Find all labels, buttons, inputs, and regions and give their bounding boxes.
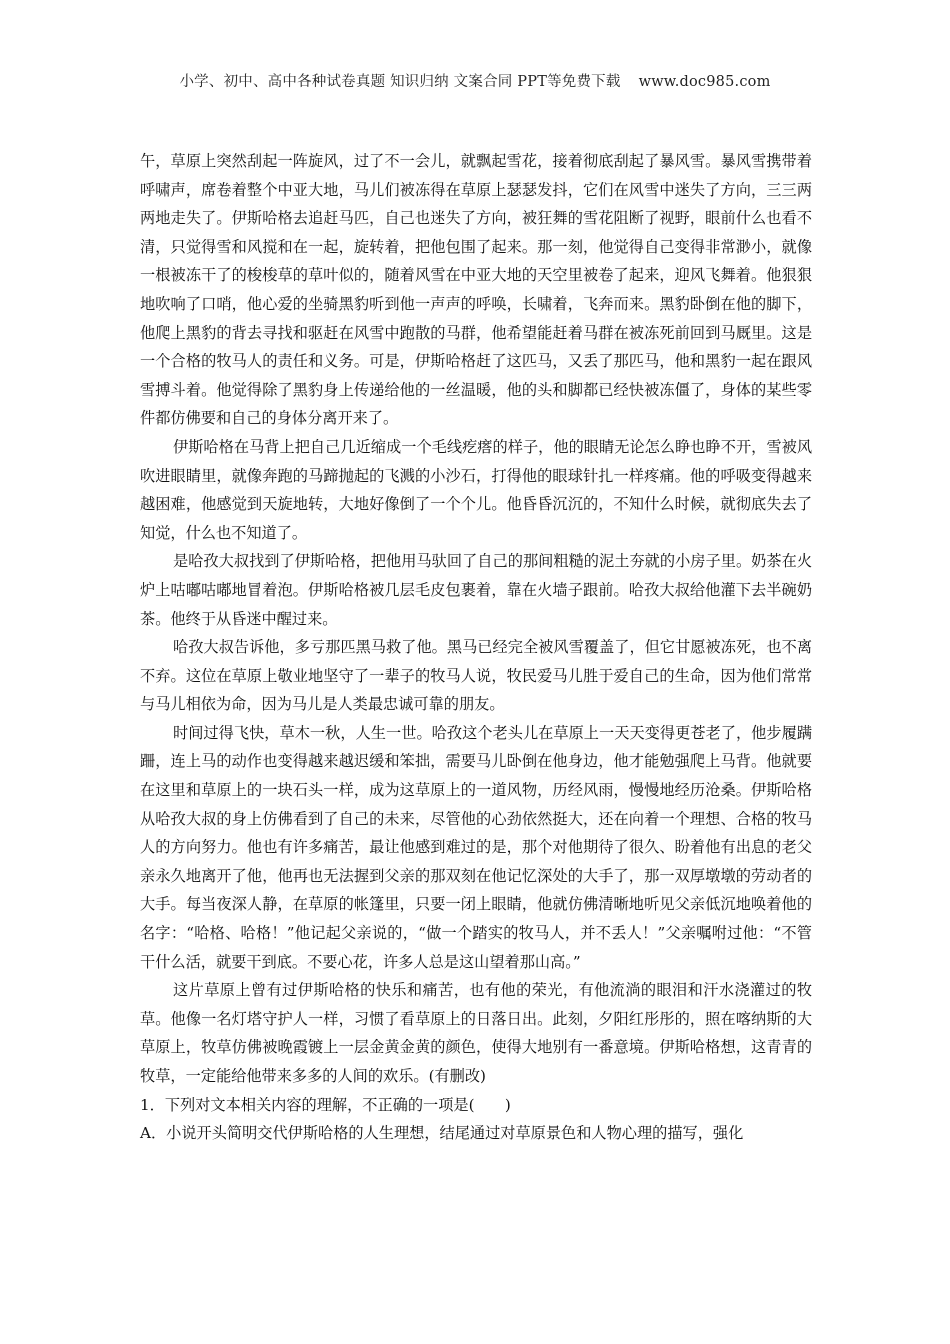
- paragraph-3: 是哈孜大叔找到了伊斯哈格，把他用马驮回了自己的那间粗糙的泥土夯就的小房子里。奶茶在火炉上咕嘟咕嘟地冒着泡。伊斯哈格被几层毛皮包裹着，靠在火墙子跟前。哈孜大叔给他灌下去半碗奶茶。他终于从昏迷中醒过来。: [140, 552, 812, 628]
- paragraph-4: 哈孜大叔告诉他，多亏那匹黑马救了他。黑马已经完全被风雪覆盖了，但它甘愿被冻死，也不离不弃。这位在草原上敬业地坚守了一辈子的牧马人说，牧民爱马儿胜于爱自己的生命，因为他们常常与马儿相依为命，因为马儿是人类最忠诚可靠的朋友。: [140, 638, 812, 714]
- header-website: www.doc985.com: [638, 74, 771, 90]
- question-stem: 1．下列对文本相关内容的理解，不正确的一项是( ): [140, 1095, 511, 1114]
- option-a: A．小说开头简明交代伊斯哈格的人生理想，结尾通过对草原景色和人物心理的描写，强化: [140, 1124, 744, 1143]
- header-text: 小学、初中、高中各种试卷真题 知识归纳 文案合同 PPT等免费下载: [179, 74, 621, 90]
- article-body: [140, 147, 812, 1148]
- paragraph-6: 这片草原上曾有过伊斯哈格的快乐和痛苦，也有他的荣光，有他流淌的眼泪和汗水浇灌过的牧草。他像一名灯塔守护人一样，习惯了看草原上的日落日出。此刻，夕阳红彤彤的，照在喀纳斯的大草原上，牧草仿佛被晚霞镀上一层金黄金黄的颜色，使得大地别有一番意境。伊斯哈格想，这青青的牧草，一定能给他带来多多的人间的欢乐。(有删改): [140, 981, 812, 1085]
- paragraph-5: 时间过得飞快，草木一秋，人生一世。哈孜这个老头儿在草原上一天天变得更苍老了，他步履蹒跚，连上马的动作也变得越来越迟缓和笨拙，需要马儿卧倒在他身边，他才能勉强爬上马背。他就要在这里和草原上的一块石头一样，成为这草原上的一道风物，历经风雨，慢慢地经历沧桑。伊斯哈格从哈孜大叔的身上仿佛看到了自己的未来，尽管他的心劲依然挺大，还在向着一个理想、合格的牧马人的方向努力。他也有许多痛苦，最让他感到难过的是，那个对他期待了很久、盼着他有出息的老父亲永久地离开了他，他再也无法握到父亲的那双刻在他记忆深处的大手了，那一双厚墩墩的劳动者的大手。每当夜深人静，在草原的帐篷里，只要一闭上眼睛，他就仿佛清晰地听见父亲低沉地唤着他的名字：“哈格、哈格！”他记起父亲说的，“做一个踏实的牧马人，并不丢人！”父亲嘱咐过他：“不管干什么活，就要干到底。不要心花，许多人总是这山望着那山高。”: [140, 723, 812, 971]
- page-header: [0, 70, 950, 91]
- paragraph-1: 午，草原上突然刮起一阵旋风，过了不一会儿，就飘起雪花，接着彻底刮起了暴风雪。暴风雪携带着呼啸声，席卷着整个中亚大地，马儿们被冻得在草原上瑟瑟发抖，它们在风雪中迷失了方向，三三两两地走失了。伊斯哈格去追赶马匹，自己也迷失了方向，被狂舞的雪花阻断了视野，眼前什么也看不清，只觉得雪和风搅和在一起，旋转着，把他包围了起来。那一刻，他觉得自己变得非常渺小，就像一根被冻干了的梭梭草的草叶似的，随着风雪在中亚大地的天空里被卷了起来，迎风飞舞着。他狠狠地吹响了口哨，他心爱的坐骑黑豹听到他一声声的呼唤，长啸着，飞奔而来。黑豹卧倒在他的脚下，他爬上黑豹的背去寻找和驱赶在风雪中跑散的马群，他希望能赶着马群在被冻死前回到马厩里。这是一个合格的牧马人的责任和义务。可是，伊斯哈格赶了这匹马，又丢了那匹马，他和黑豹一起在跟风雪搏斗着。他觉得除了黑豹身上传递给他的一丝温暖，他的头和脚都已经快被冻僵了，身体的某些零件都仿佛要和自己的身体分离开来了。: [140, 152, 812, 428]
- paragraph-2: 伊斯哈格在马背上把自己几近缩成一个毛线疙瘩的样子，他的眼睛无论怎么睁也睁不开，雪被风吹进眼睛里，就像奔跑的马蹄抛起的飞溅的小沙石，打得他的眼球针扎一样疼痛。他的呼吸变得越来越困难，他感觉到天旋地转，大地好像倒了一个个儿。他昏昏沉沉的，不知什么时候，就彻底失去了知觉，什么也不知道了。: [140, 437, 812, 542]
